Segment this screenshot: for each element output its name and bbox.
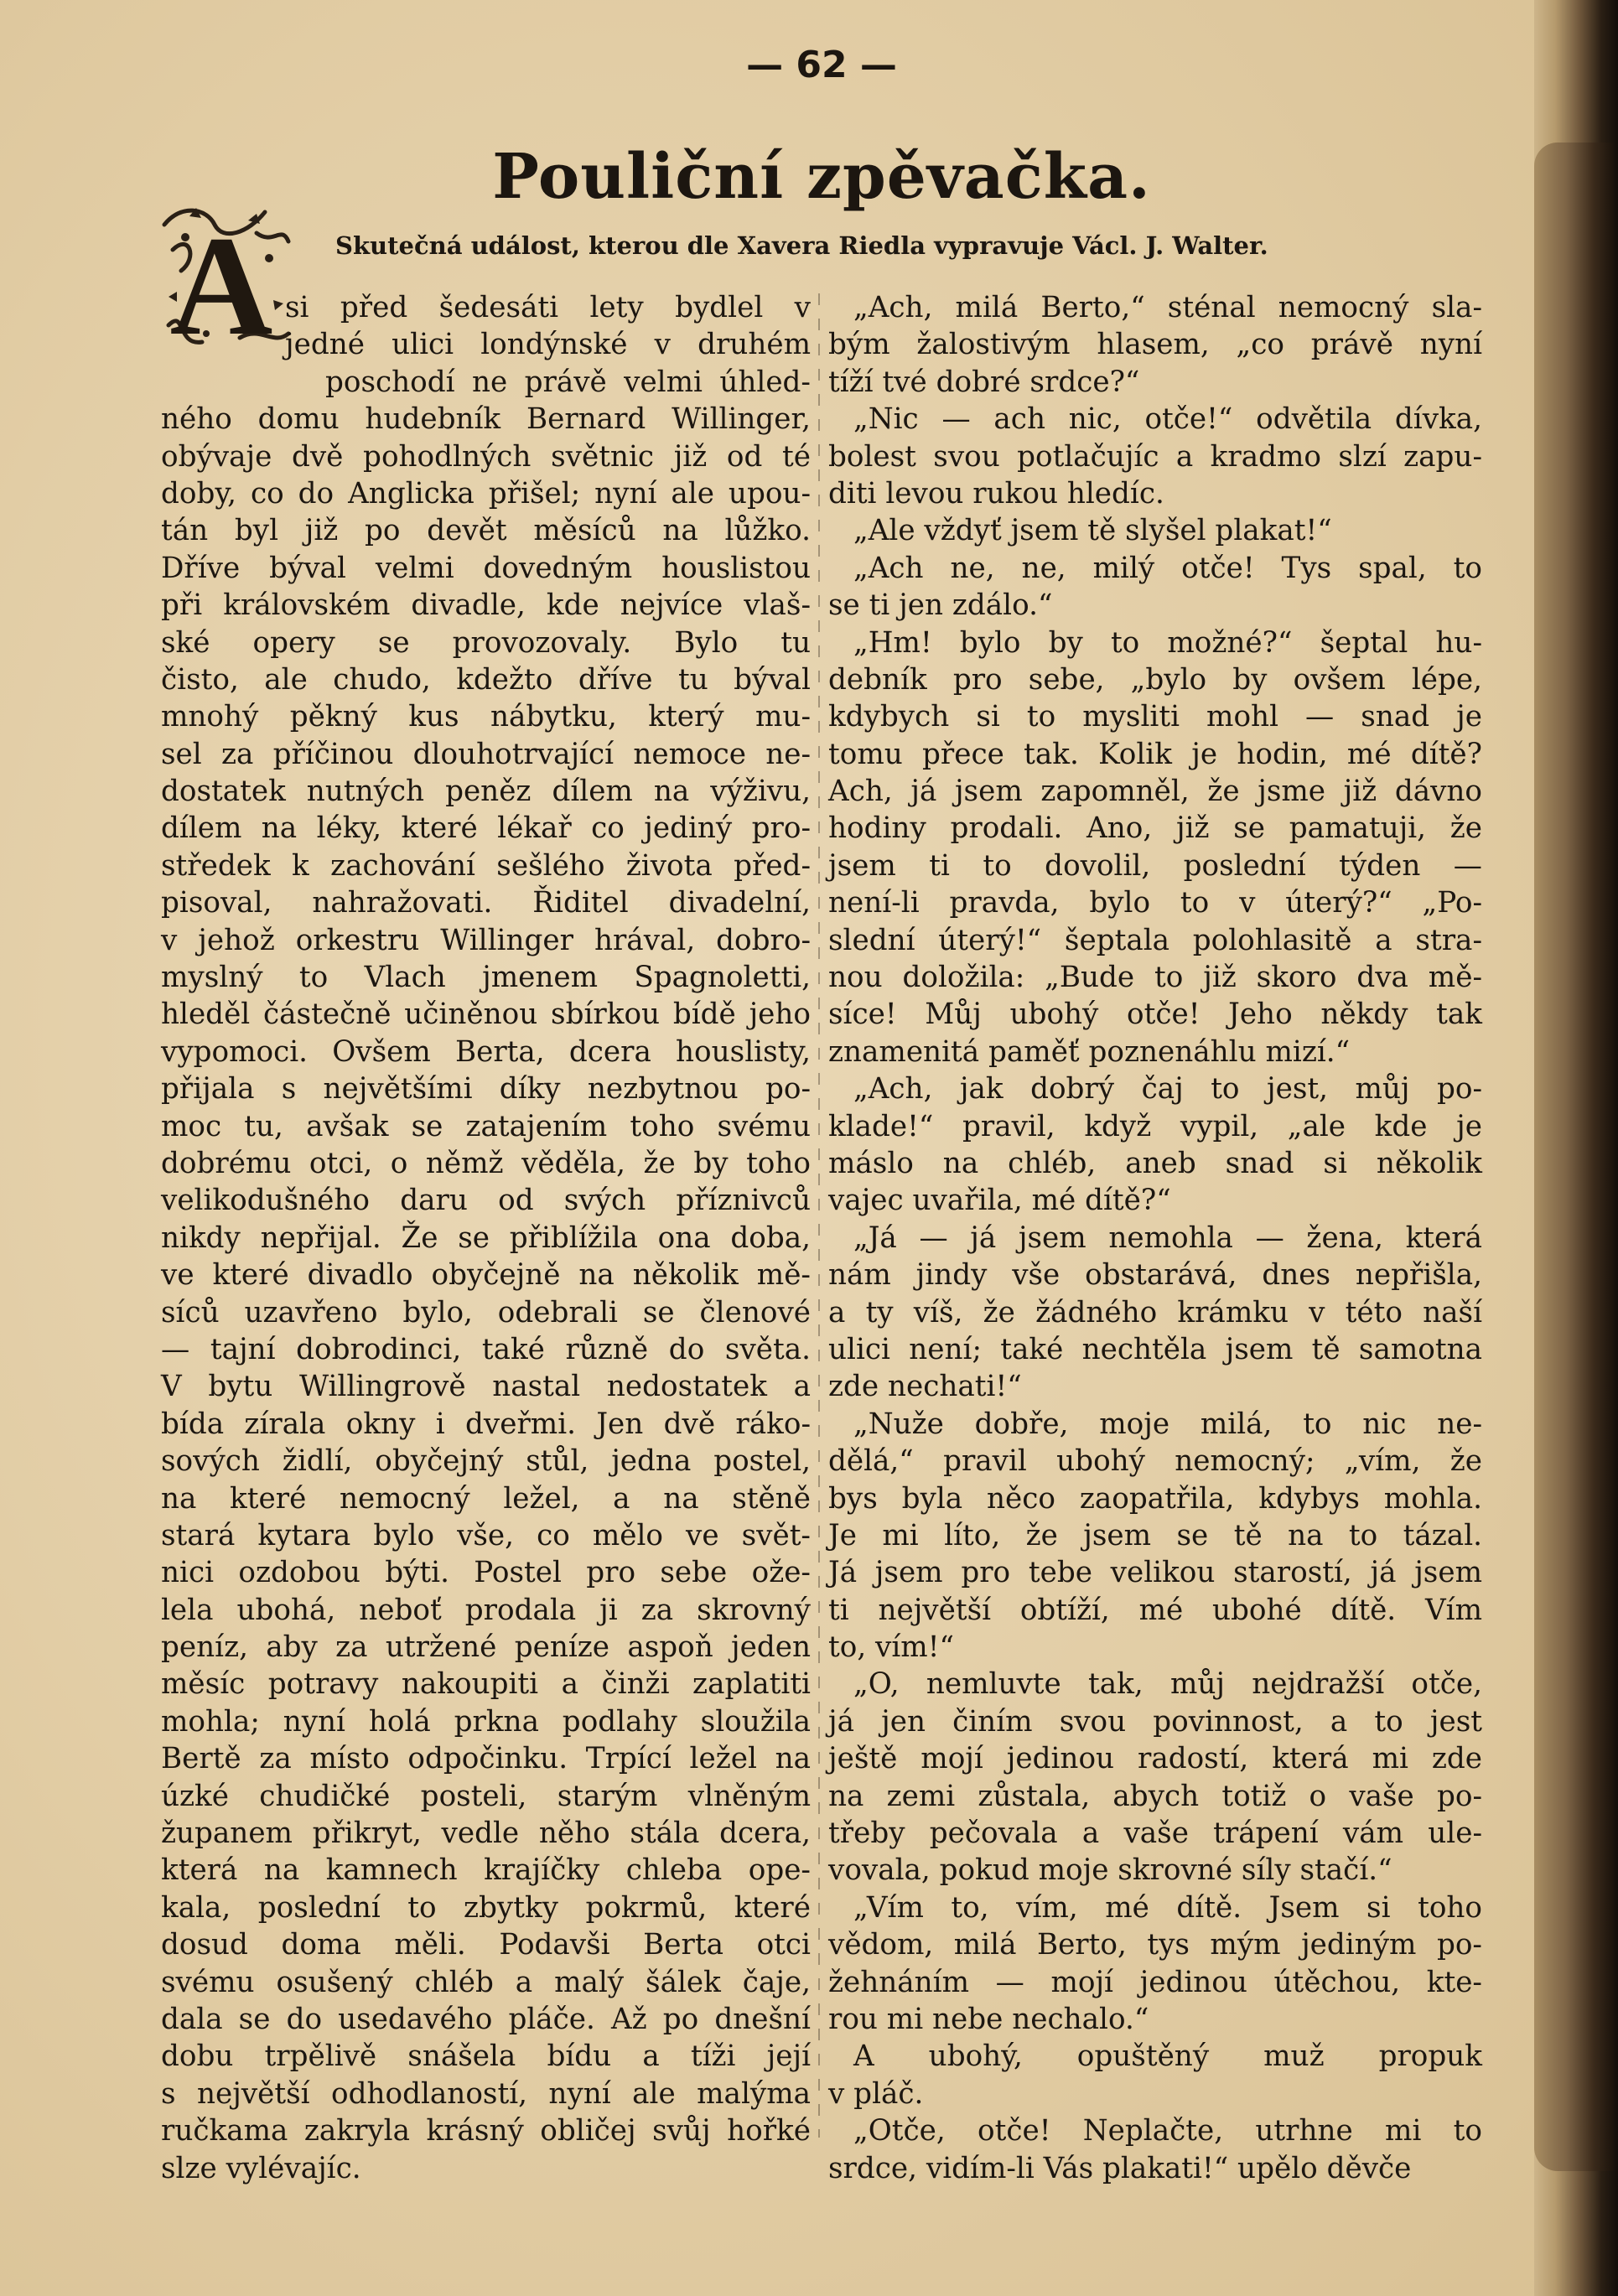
text-line: Je mi líto, že jsem se tě na to tázal. bbox=[828, 1518, 1482, 1552]
text-line: bolest svou potlačujíc a kradmo slzí zapu- bbox=[828, 439, 1482, 474]
text-line: dobu trpělivě snášela bídu a tíži její bbox=[161, 2039, 811, 2074]
text-line: na které nemocný ležel, a na stěně bbox=[161, 1481, 811, 1516]
text-line: „Ach, jak dobrý čaj to jest, můj po- bbox=[853, 1072, 1482, 1107]
text-line: svému osušený chléb a malý šálek čaje, bbox=[161, 1965, 811, 1999]
text-line: kala, poslední to zbytky pokrmů, které bbox=[161, 1890, 811, 1925]
column-divider bbox=[818, 293, 820, 2138]
text-line: vypomoci. Ovšem Berta, dcera houslisty, bbox=[161, 1034, 811, 1069]
text-line: znamenitá paměť poznenáhlu mizí.“ bbox=[828, 1034, 1351, 1069]
text-line: úzké chudičké posteli, starým vlněným bbox=[161, 1779, 811, 1813]
text-line: vajec uvařila, mé dítě?“ bbox=[828, 1184, 1171, 1218]
text-line: síce! Můj ubohý otče! Jeho někdy tak bbox=[828, 998, 1482, 1032]
text-line: „Nuže dobře, moje milá, to nic ne- bbox=[853, 1407, 1482, 1441]
text-line: při královském divadle, kde nejvíce vlaš- bbox=[161, 588, 811, 623]
text-line: A ubohý, opuštěný muž propuk bbox=[853, 2039, 1482, 2074]
text-line: myslný to Vlach jmenem Spagnoletti, bbox=[161, 961, 811, 995]
text-line: nou doložila: „Bude to již skoro dva mě- bbox=[828, 961, 1482, 995]
text-line: tíží tvé dobré srdce?“ bbox=[828, 365, 1140, 399]
text-line: velikodušného daru od svých příznivců bbox=[161, 1184, 811, 1218]
text-line: mohla; nyní holá prkna podlahy sloužila bbox=[161, 1704, 811, 1739]
text-line: síců uzavřeno bylo, odebrali se členové bbox=[161, 1295, 811, 1329]
text-line: Dříve býval velmi dovedným houslistou bbox=[161, 551, 811, 585]
text-line: dostatek nutných peněz dílem na výživu, bbox=[161, 775, 811, 809]
text-line: „Ach, milá Berto,“ sténal nemocný sla- bbox=[853, 291, 1482, 324]
text-line: ručkama zakryla krásný obličej svůj hořké bbox=[161, 2114, 811, 2148]
text-line: já jen činím svou povinnost, a to jest bbox=[828, 1704, 1482, 1739]
text-line: poschodí ne právě velmi úhled- bbox=[325, 365, 811, 399]
text-line: se ti jen zdálo.“ bbox=[828, 588, 1053, 623]
text-line: nám jindy vše obstarává, dnes nepřišla, bbox=[828, 1258, 1482, 1293]
text-line: ské opery se provozovaly. Bylo tu bbox=[161, 625, 811, 660]
text-line: není-li pravda, bylo to v úterý?“ „Po- bbox=[828, 886, 1482, 920]
text-line: — tajní dobrodinci, také různě do světa. bbox=[161, 1332, 811, 1366]
text-line: žehnáním — mojí jedinou útěchou, kte- bbox=[828, 1965, 1482, 1999]
text-line: nici ozdobou býti. Postel pro sebe ože- bbox=[161, 1556, 811, 1590]
text-line: a ty víš, že žádného krámku v této naší bbox=[828, 1295, 1482, 1329]
text-line: jedné ulici londýnské v druhém bbox=[285, 328, 811, 362]
text-line: dobrému otci, o němž věděla, že by toho bbox=[161, 1146, 811, 1180]
text-line: ve které divadlo obyčejně na několik mě- bbox=[161, 1258, 811, 1293]
text-line: sel za příčinou dlouhotrvající nemoce ne- bbox=[161, 737, 811, 771]
text-line: „Nic — ach nic, otče!“ odvětila dívka, bbox=[853, 402, 1482, 437]
text-line: ného domu hudebník Bernard Willinger, bbox=[161, 402, 811, 437]
text-line: hleděl částečně učiněnou sbírkou bídě jeho bbox=[161, 998, 811, 1032]
text-line: tomu přece tak. Kolik je hodin, mé dítě? bbox=[828, 737, 1482, 771]
text-line: „Ach ne, ne, milý otče! Tys spal, to bbox=[853, 551, 1482, 585]
right-column bbox=[828, 289, 1482, 2187]
text-line: kdybych si to mysliti mohl — snad je bbox=[828, 700, 1482, 734]
text-line: si před šedesáti lety bydlel v bbox=[285, 291, 811, 324]
article-title: Pouliční zpěvačka. bbox=[492, 141, 1151, 213]
text-line: bída zírala okny i dveřmi. Jen dvě ráko- bbox=[161, 1407, 811, 1441]
text-line: ještě mojí jedinou radostí, která mi zde bbox=[828, 1742, 1482, 1776]
text-line: třeby pečovala a vaše ⁠trápení vám ule- bbox=[828, 1817, 1482, 1851]
text-line: srdce, vidím-li Vás plakati!“ upělo děvče bbox=[828, 2151, 1412, 2185]
text-line: vědom, milá Berto, tys mým jediným po- bbox=[828, 1928, 1482, 1962]
text-line: moc tu, avšak se zatajením toho svému bbox=[161, 1109, 811, 1143]
text-line: středek k zachování sešlého života před- bbox=[161, 848, 811, 883]
text-line: přijala s největšími díky nezbytnou po- bbox=[161, 1072, 811, 1107]
text-line: jsem ti to dovolil, poslední týden — bbox=[828, 848, 1482, 883]
text-line: tán byl již po devět měsíců na lůžko. bbox=[161, 514, 811, 548]
text-line: V bytu Willingrově nastal nedostatek a bbox=[161, 1370, 811, 1404]
text-line: mnohý pěkný kus nábytku, který mu- bbox=[161, 700, 811, 734]
text-line: diti levou rukou hledíc. bbox=[828, 476, 1164, 511]
text-line: „O, nemluvte tak, můj nejdražší otče, bbox=[853, 1667, 1482, 1702]
text-line: máslo na chléb, aneb snad si několik bbox=[828, 1146, 1482, 1180]
text-line: dělá,“ pravil ubohý nemocný; „vím, že bbox=[828, 1444, 1482, 1479]
text-line: dosud doma měli. Podavši Berta otci bbox=[161, 1928, 811, 1962]
text-line: obývaje dvě pohodlných světnic již od té bbox=[161, 439, 811, 474]
text-line: hodiny prodali. Ano, již se pamatuji, že bbox=[828, 811, 1482, 846]
text-line: bys byla něco zaopatřila, kdybys mohla. bbox=[828, 1481, 1482, 1516]
text-line: „Ale vždyť jsem tě slyšel plakat!“ bbox=[853, 514, 1332, 548]
text-line: nikdy nepřijal. Že se přiblížila ona doba, bbox=[161, 1221, 811, 1255]
text-line: lela ubohá, neboť prodala ji za skrovný bbox=[161, 1593, 811, 1627]
text-line: sových židlí, obyčejný stůl, jedna postel, bbox=[161, 1444, 811, 1479]
text-line: županem přikryt, vedle něho stála dcera, bbox=[161, 1817, 811, 1851]
left-column bbox=[161, 289, 811, 2187]
drop-cap-letter: A bbox=[169, 207, 273, 360]
text-line: v jehož orkestru Willinger hrával, dobro- bbox=[161, 923, 811, 957]
text-line: to, vím!“ bbox=[828, 1630, 954, 1665]
text-line: v pláč. bbox=[828, 2076, 924, 2111]
article-subtitle: Skutečná událost, kterou dle Xavera Riedla vypravuje Václ. J. Walter. bbox=[335, 231, 1268, 260]
text-line: „Já — já jsem nemohla — žena, která bbox=[853, 1221, 1482, 1255]
text-line: ti největší obtíží, mé ubohé dítě. Vím bbox=[828, 1593, 1482, 1627]
text-line: „Otče, otče! Neplačte, utrhne mi to bbox=[853, 2114, 1482, 2148]
text-line: debník pro sebe, „bylo by ovšem lépe, bbox=[828, 662, 1482, 697]
text-line: slední úterý!“ šeptala polohlasitě a stra- bbox=[828, 923, 1482, 957]
text-line: vovala, pokud moje skrovné síly stačí.“ bbox=[828, 1853, 1392, 1888]
text-line: „Hm! bylo by to možné?“ šeptal hu- bbox=[853, 625, 1482, 660]
text-line: slze vylévajíc. bbox=[161, 2151, 361, 2185]
text-line: dala se do usedavého pláče. Až po dnešní bbox=[161, 2002, 811, 2036]
text-line: stará kytara bylo vše, co mělo ve svět- bbox=[161, 1518, 811, 1552]
text-line: klade!“ pravil, když vypil, „ale kde je bbox=[828, 1109, 1482, 1143]
text-line: čisto, ale chudo, kdežto dříve tu býval bbox=[161, 662, 811, 697]
text-line: měsíc potravy nakoupiti a činži zaplatiti bbox=[161, 1667, 811, 1702]
text-line: zde nechati!“ bbox=[828, 1370, 1022, 1404]
text-line: Ach, já jsem zapomněl, že jsme již dávno bbox=[828, 775, 1482, 809]
text-line: pisoval, nahražovati. Řiditel divadelní, bbox=[161, 886, 811, 920]
book-binding bbox=[1534, 143, 1614, 2171]
text-line: s největší odhodlaností, nyní ale malýma bbox=[161, 2076, 811, 2111]
text-line: peníz, aby za utržené peníze aspoň jeden bbox=[161, 1630, 811, 1665]
page-number: — 62 — bbox=[746, 44, 897, 86]
text-line: doby, co do Anglicka přišel; nyní ale upou- bbox=[161, 476, 811, 511]
text-line: bým žalostivým hlasem, „co právě nyní bbox=[828, 328, 1482, 362]
text-line: Bertě za místo odpočinku. Trpící ležel na bbox=[161, 1742, 811, 1776]
text-line: „Vím to, vím, mé dítě. Jsem si toho bbox=[853, 1890, 1482, 1925]
text-line: rou mi nebe nechalo.“ bbox=[828, 2002, 1149, 2036]
text-line: ulici není; také nechtěla jsem tě samotna bbox=[828, 1332, 1482, 1366]
text-line: která na kamnech krajíčky chleba ope- bbox=[161, 1853, 811, 1888]
text-line: Já jsem pro tebe velikou starostí, já jsem bbox=[828, 1556, 1482, 1590]
text-line: dílem na léky, které lékař co jediný pro- bbox=[161, 811, 811, 846]
text-line: na zemi zůstala, abych totiž o vaše po- bbox=[828, 1779, 1482, 1813]
